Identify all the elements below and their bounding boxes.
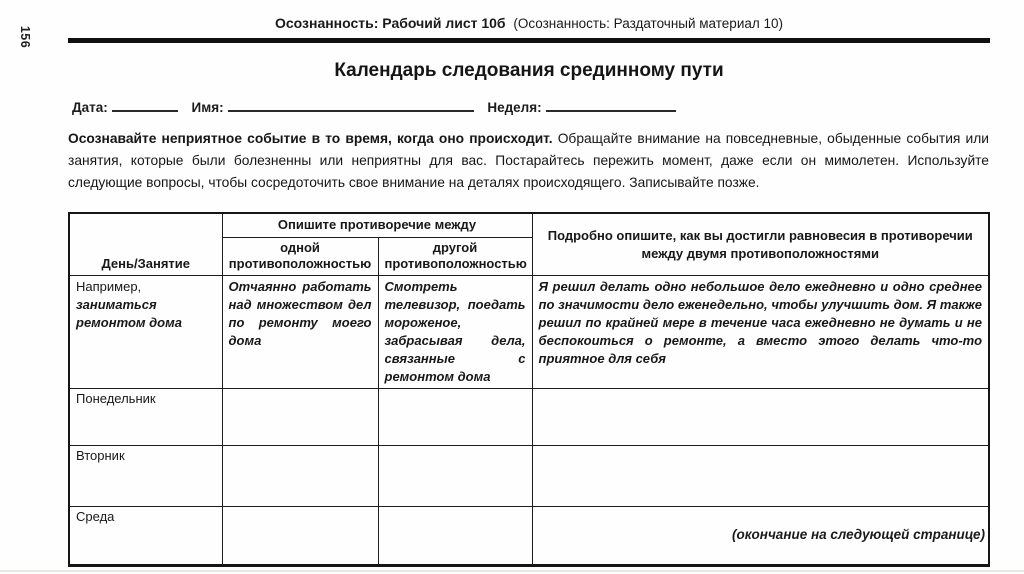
instructions-body: Обращайте внимание на повседневные, обыденные события или занятия, которые были болезненны или неприятны для вас. Постарайтесь пережить момент, даже если он мимолетен. Используйте следующие вопросы, чтобы сосредоточить свое внимание на деталях происходящего. Записывайте позже. [68, 131, 989, 190]
table-row-tuesday [69, 445, 989, 506]
date-label: Дата: [72, 100, 108, 115]
example-day-activity: заниматься ремонтом дома [76, 297, 182, 331]
week-label: Неделя: [487, 100, 542, 115]
day-label-monday: Понедельник [69, 388, 222, 445]
example-row [69, 276, 989, 389]
continuation-note: (окончание на следующей странице) [731, 527, 985, 542]
worksheet-title: Осознанность: Рабочий лист 10б [274, 15, 506, 31]
page-title: Календарь следования срединному пути [334, 60, 724, 81]
header-other-opposite: другой противоположностью [378, 237, 532, 276]
empty-cell [222, 445, 378, 506]
empty-cell [532, 445, 989, 506]
handout-reference: (Осознанность: Раздаточный материал 10) [513, 16, 784, 31]
scan-edge-artifact [0, 570, 1024, 572]
table-row-monday [69, 388, 989, 445]
fill-in-fields [72, 99, 676, 115]
name-label: Имя: [191, 100, 224, 115]
header-row-group [69, 213, 989, 237]
running-head [68, 15, 990, 31]
date-blank [112, 99, 178, 112]
middle-path-calendar-table [68, 212, 990, 567]
instructions-paragraph [68, 128, 989, 193]
example-balance-cell: Я решил делать одно небольшое дело ежедневно и одно среднее по значимости дело еженедельно, чтобы улучшить дом. Я также решил по крайней мере в течение часа ежедневно не думать и не беспокоиться о ремонте, а вместо этого делать что-то приятное для себя [532, 276, 989, 389]
header-balance-description: Подробно опишите, как вы достигли равновесия в противоречии между двумя противоположностями [532, 213, 989, 276]
day-label-wednesday: Среда [69, 506, 222, 565]
page-number: 156 [18, 25, 33, 49]
header-day-activity: День/Занятие [69, 213, 222, 276]
header-rule [68, 38, 990, 43]
example-opposite2-cell: Смотреть телевизор, поедать мороженое, забрасывая дела, связанные с ремонтом дома [378, 276, 532, 389]
empty-cell [378, 388, 532, 445]
example-day-prefix: Например, [76, 279, 142, 295]
empty-cell [222, 388, 378, 445]
day-label-tuesday: Вторник [69, 445, 222, 506]
header-contradiction-group: Опишите противоречие между [222, 213, 532, 237]
empty-cell [378, 445, 532, 506]
empty-cell [532, 388, 989, 445]
name-blank [228, 99, 474, 112]
week-blank [546, 99, 676, 112]
instructions-lead: Осознавайте неприятное событие в то время, когда оно происходит. [68, 131, 553, 146]
header-one-opposite: одной противоположностью [222, 237, 378, 276]
example-opposite1-cell: Отчаянно работать над множеством дел по ремонту моего дома [222, 276, 378, 389]
example-day-cell [69, 276, 222, 389]
